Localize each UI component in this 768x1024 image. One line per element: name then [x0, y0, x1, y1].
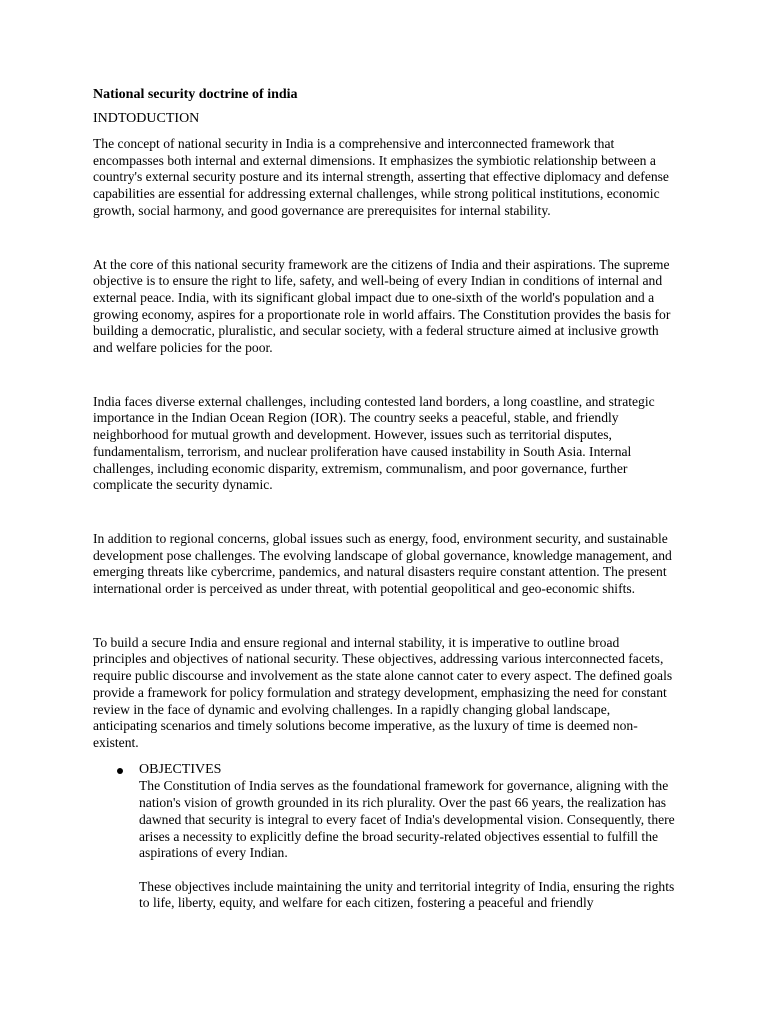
document-title: National security doctrine of india — [93, 87, 298, 102]
section-heading-introduction: INDTODUCTION — [93, 111, 200, 126]
paragraph: The concept of national security in India is a comprehensive and interconnected framework that encompasses both internal and external dimensions. It emphasizes the symbiotic relationship between a country's external security posture and its internal strength, asserting that effective diplomacy and defense capabilities are essential for addressing external challenges, while strong political institutions, economic growth, social harmony, and good governance are prerequisites for internal stability. — [93, 136, 669, 218]
objectives-list — [93, 762, 680, 912]
paragraph: To build a secure India and ensure regional and internal stability, it is imperative to outline broad principles and objectives of national security. These objectives, addressing various interconnected facets, require public discourse and involvement as the state alone cannot cater to every aspect. The defined goals provide a framework for policy formulation and strategy development, emphasizing the need for constant review in the face of dynamic and evolving challenges. In a rapidly changing global landscape, anticipating scenarios and timely solutions become imperative, as the luxury of time is deemed non-existent. — [93, 634, 673, 750]
list-item-objectives — [139, 762, 680, 912]
bullet-icon — [117, 768, 123, 774]
paragraph: At the core of this national security framework are the citizens of India and their aspirations. The supreme objective is to ensure the right to life, safety, and well-being of every Indian in conditions of internal and external peace. India, with its significant global impact due to one-sixth of the world's population and a growing economy, aspires for a proportionate role in world affairs. The Constitution provides the basis for building a democratic, pluralistic, and secular society, with a federal structure aimed at inclusive growth and welfare policies for the poor. — [93, 256, 671, 356]
paragraph: India faces diverse external challenges, including contested land borders, a long coastline, and strategic importance in the Indian Ocean Region (IOR). The country seeks a peaceful, stable, and friendly neighborhood for mutual growth and development. However, issues such as territorial disputes, fundamentalism, terrorism, and nuclear proliferation have caused instability in South Asia. Internal challenges, including economic disparity, extremism, communalism, and poor governance, further complicate the security dynamic. — [93, 393, 655, 493]
objectives-paragraph: These objectives include maintaining the unity and territorial integrity of India, ensuring the rights to life, liberty, equity, and welfare for each citizen, fostering a peaceful and friendly — [139, 878, 675, 911]
objectives-heading: OBJECTIVES — [139, 761, 222, 777]
paragraph: In addition to regional concerns, global issues such as energy, food, environment security, and sustainable development pose challenges. The evolving landscape of global governance, knowledge management, and emerging threats like cybercrime, pandemics, and natural disasters require constant attention. The present international order is perceived as under threat, with potential geopolitical and geo-economic shifts. — [93, 530, 672, 597]
objectives-paragraph: The Constitution of India serves as the foundational framework for governance, aligning with the nation's vision of growth grounded in its rich plurality. Over the past 66 years, the realization has dawned that security is integral to every facet of India's developmental vision. Consequently, there arises a necessity to explicitly define the broad security-related objectives essential to fulfill the aspirations of every Indian. — [139, 778, 675, 861]
